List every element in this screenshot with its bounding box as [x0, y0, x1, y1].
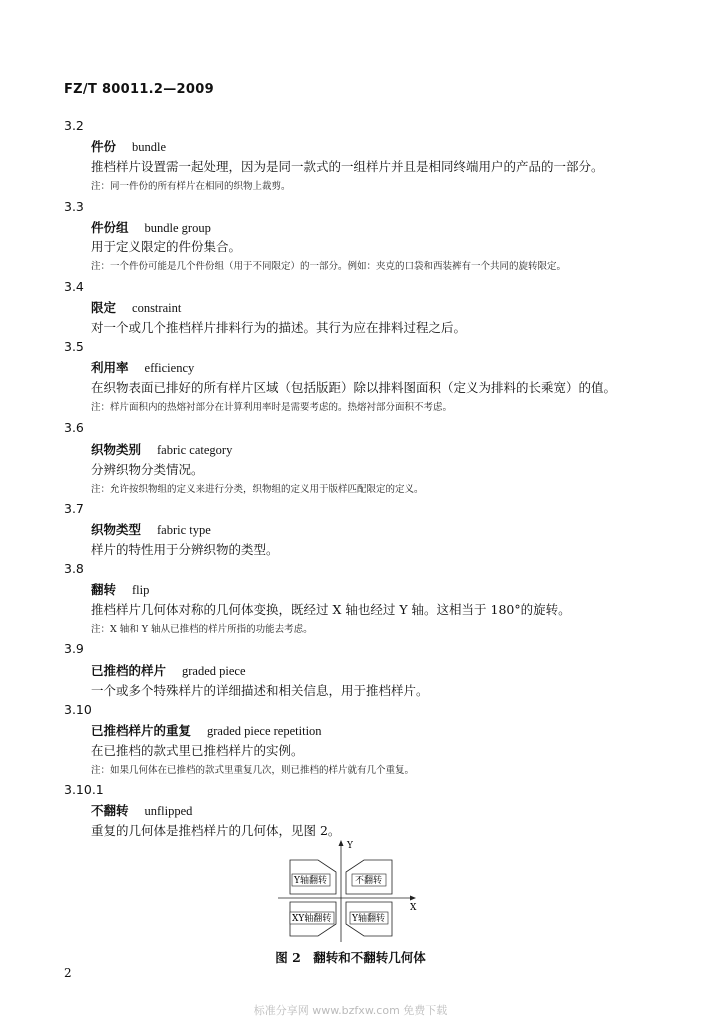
term-note: 注：X 轴和 Y 轴从已推档的样片所指的功能去考虑。	[91, 624, 313, 635]
term-definition: 分辨织物分类情况。	[91, 462, 204, 477]
term-en: bundle group	[144, 221, 211, 235]
term-heading	[91, 137, 166, 155]
term-definition: 重复的几何体是推档样片的几何体，见图 2。	[91, 823, 341, 838]
term-note: 注：允许按织物组的定义来进行分类，织物组的定义用于版样匹配限定的定义。	[91, 484, 424, 495]
term-en: fabric category	[157, 443, 233, 457]
term-zh: 已推档样片的重复	[91, 723, 192, 738]
term-heading	[91, 440, 232, 458]
figure-2-diagram	[270, 838, 430, 946]
term-heading	[91, 298, 181, 316]
term-heading	[91, 520, 211, 538]
term-en: constraint	[132, 301, 182, 315]
term-zh: 限定	[91, 300, 117, 315]
y-axis-label: Y	[347, 841, 353, 851]
term-en: flip	[132, 583, 150, 597]
term-zh: 件份组	[91, 220, 129, 235]
section-number: 3.9	[64, 641, 84, 656]
section-number: 3.3	[64, 199, 84, 214]
term-definition: 在织物表面已排好的所有样片区域（包括版距）除以排料图面积（定义为排料的长乘宽）的值。	[91, 380, 617, 395]
label-unflipped: 不翻转	[355, 876, 383, 886]
term-en: unflipped	[144, 804, 193, 818]
term-zh: 织物类别	[91, 442, 142, 457]
term-heading	[91, 721, 322, 739]
term-en: efficiency	[144, 361, 195, 375]
term-heading	[91, 218, 211, 236]
page-number: 2	[64, 966, 72, 980]
section-number: 3.10.1	[64, 782, 104, 797]
x-axis-arrow	[410, 896, 416, 901]
label-xy-flip: XY轴翻转	[292, 914, 332, 924]
term-en: fabric type	[157, 523, 211, 537]
label-y-flip-bottom: Y轴翻转	[352, 914, 385, 924]
term-definition: 推档样片设置需一起处理，因为是同一款式的一组样片并且是相同终端用户的产品的一部分。	[91, 159, 604, 174]
section-number: 3.6	[64, 420, 84, 435]
section-number: 3.10	[64, 702, 92, 717]
term-note: 注：同一件份的所有样片在相同的织物上裁剪。	[91, 181, 291, 192]
term-zh: 织物类型	[91, 522, 142, 537]
y-axis-arrow	[339, 840, 344, 846]
label-y-flip-top: Y轴翻转	[294, 876, 327, 886]
term-definition: 对一个或几个推档样片排料行为的描述。其行为应在排料过程之后。	[91, 320, 467, 335]
figure-caption: 图 2 翻转和不翻转几何体	[275, 950, 426, 965]
term-zh: 利用率	[91, 360, 129, 375]
term-zh: 不翻转	[91, 803, 129, 818]
term-heading	[91, 580, 149, 598]
standard-code-header: FZ/T 80011.2—2009	[64, 82, 214, 97]
term-note: 注：如果几何体在已推档的款式里重复几次，则已推档的样片就有几个重复。	[91, 765, 415, 776]
section-number: 3.4	[64, 279, 84, 294]
term-zh: 件份	[91, 139, 117, 154]
term-en: graded piece	[182, 664, 246, 678]
term-definition: 用于定义限定的件份集合。	[91, 239, 242, 254]
term-note: 注：样片面积内的热熔衬部分在计算利用率时是需要考虑的。热熔衬部分面积不考虑。	[91, 402, 453, 413]
term-en: bundle	[132, 140, 167, 154]
term-definition: 推档样片几何体对称的几何体变换，既经过 X 轴也经过 Y 轴。这相当于 180°的旋转。	[91, 602, 571, 617]
term-heading	[91, 358, 194, 376]
term-en: graded piece repetition	[207, 724, 322, 738]
term-definition: 样片的特性用于分辨织物的类型。	[91, 542, 279, 557]
term-definition: 在已推档的款式里已推档样片的实例。	[91, 743, 304, 758]
section-number: 3.2	[64, 118, 84, 133]
term-note: 注：一个件份可能是几个件份组（用于不同限定）的一部分。例如：夹克的口袋和西装裤有一个共同的旋转限定。	[91, 261, 567, 272]
watermark: 标准分享网 www.bzfxw.com 免费下载	[253, 1004, 448, 1017]
section-number: 3.5	[64, 339, 84, 354]
term-heading	[91, 661, 246, 679]
term-heading	[91, 801, 192, 819]
term-zh: 已推档的样片	[91, 663, 167, 678]
term-definition: 一个或多个特殊样片的详细描述和相关信息，用于推档样片。	[91, 683, 429, 698]
term-zh: 翻转	[91, 582, 117, 597]
x-axis-label: X	[410, 903, 417, 913]
section-number: 3.8	[64, 561, 84, 576]
section-number: 3.7	[64, 501, 84, 516]
